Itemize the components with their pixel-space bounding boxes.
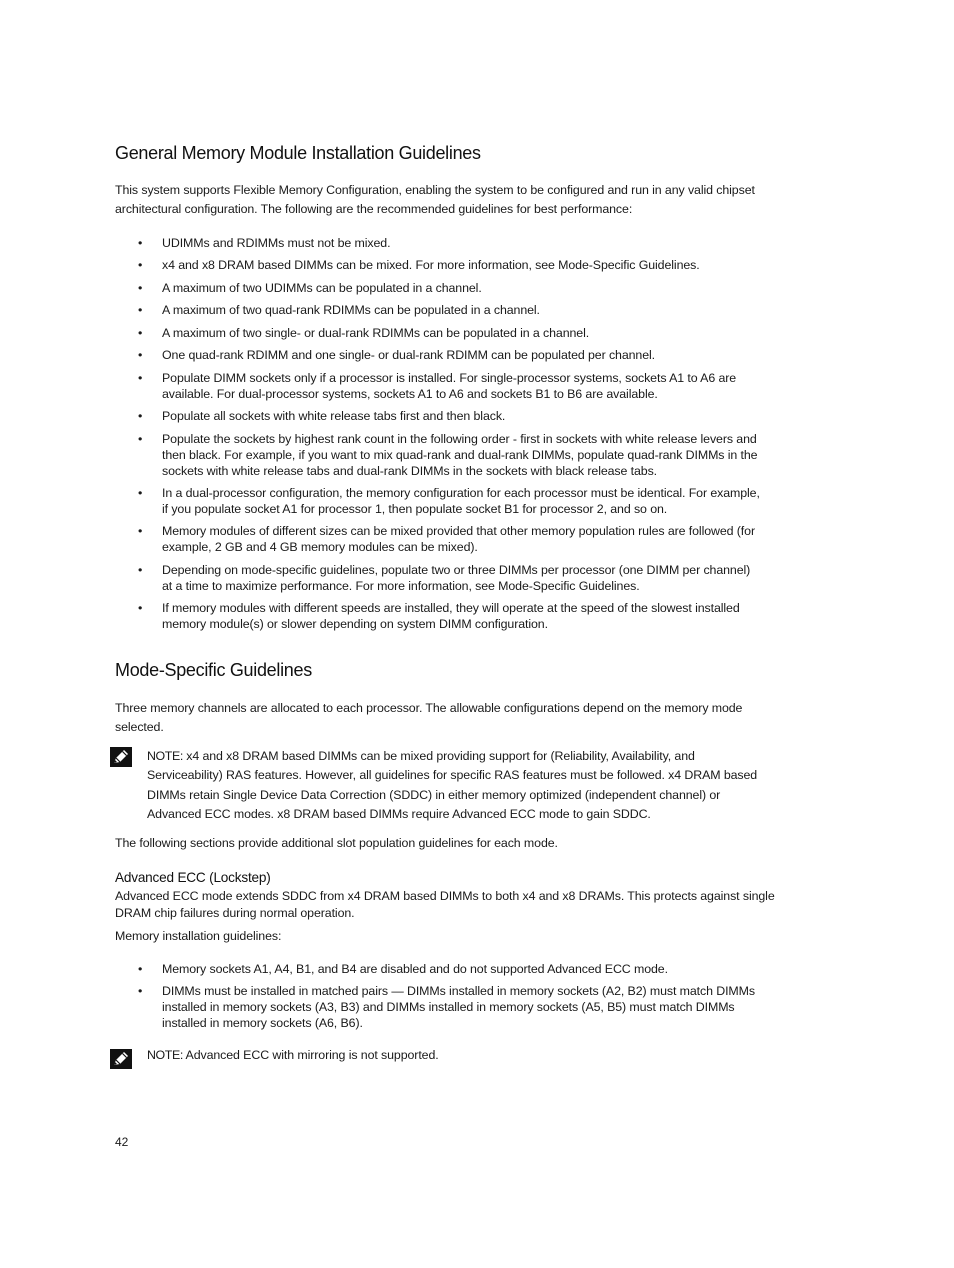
list-item bbox=[135, 485, 815, 517]
note-line: Serviceability) RAS features. However, all guidelines for specific RAS features must be followed. x4 DRAM based bbox=[147, 768, 758, 783]
subsection-title-advanced-ecc: Advanced ECC (Lockstep) bbox=[115, 870, 271, 885]
list-item-line: installed in memory sockets (A3, B3) and DIMMs installed in memory sockets (A5, B5) must match DIMMs bbox=[162, 1000, 735, 1015]
section-intro-paragraph bbox=[115, 181, 815, 219]
list-item-line: if you populate socket A1 for processor 1, then populate socket B1 for processor 2, and so on. bbox=[162, 501, 668, 516]
intro-line: This system supports Flexible Memory Configuration, enabling the system to be configured and run in any valid chipset bbox=[115, 183, 755, 197]
list-item-line: Memory modules of different sizes can be mixed provided that other memory population rules are followed (for bbox=[162, 524, 755, 539]
list-item-line: A maximum of two UDIMMs can be populated in a channel. bbox=[162, 280, 482, 295]
list-item-line: DIMMs must be installed in matched pairs — DIMMs installed in memory sockets (A2, B2) must match DIMMs bbox=[162, 984, 755, 999]
bullet-glyph: • bbox=[138, 325, 143, 340]
list-item-line: installed in memory sockets (A6, B6). bbox=[162, 1016, 363, 1031]
note-pencil-icon bbox=[110, 747, 132, 767]
note-text bbox=[147, 747, 817, 825]
list-item bbox=[135, 562, 815, 594]
note-label: NOTE: bbox=[147, 749, 183, 763]
note-pencil-icon bbox=[110, 1049, 132, 1069]
list-item bbox=[135, 302, 815, 318]
bullet-glyph: • bbox=[138, 485, 143, 500]
general-guidelines-list bbox=[135, 235, 815, 632]
bullet-glyph: • bbox=[138, 984, 143, 999]
list-item bbox=[135, 600, 815, 632]
following-sections-paragraph: The following sections provide additional slot population guidelines for each mode. bbox=[115, 836, 558, 850]
list-item-line: Populate DIMM sockets only if a processor is installed. For single-processor systems, sockets A1 to A6 are bbox=[162, 370, 737, 385]
list-item-line: One quad-rank RDIMM and one single- or dual-rank RDIMM can be populated per channel. bbox=[162, 348, 655, 363]
list-item-line: Depending on mode-specific guidelines, populate two or three DIMMs per processor (one DIMM per channel) bbox=[162, 562, 751, 577]
note-mirroring bbox=[110, 1046, 820, 1068]
section-title-mode-specific: Mode-Specific Guidelines bbox=[115, 660, 312, 680]
list-item-line: example, 2 GB and 4 GB memory modules can be mixed). bbox=[162, 540, 478, 555]
bullet-glyph: • bbox=[138, 962, 143, 976]
bullet-glyph: • bbox=[138, 601, 143, 616]
page-number: 42 bbox=[115, 1135, 129, 1149]
note-label: NOTE: bbox=[147, 1048, 183, 1062]
bullet-glyph: • bbox=[138, 280, 143, 295]
intro-line: architectural configuration. The following are the recommended guidelines for best performance: bbox=[115, 202, 633, 216]
list-item-line: Memory sockets A1, A4, B1, and B4 are disabled and do not supported Advanced ECC mode. bbox=[162, 962, 668, 976]
paragraph-line: DRAM chip failures during normal operation. bbox=[115, 906, 355, 920]
memory-guidelines-label: Memory installation guidelines: bbox=[115, 929, 282, 943]
list-item-line: In a dual-processor configuration, the memory configuration for each processor must be identical. For example, bbox=[162, 485, 760, 500]
bullet-glyph: • bbox=[138, 258, 143, 273]
list-item bbox=[135, 961, 815, 977]
bullet-glyph: • bbox=[138, 524, 143, 539]
list-item bbox=[135, 983, 815, 1031]
list-item bbox=[135, 347, 815, 363]
bullet-glyph: • bbox=[138, 431, 143, 446]
list-item-line: sockets with white release tabs and dual-rank DIMMs in the sockets with black release tabs. bbox=[162, 463, 658, 478]
list-item bbox=[135, 408, 815, 424]
bullet-glyph: • bbox=[138, 236, 143, 250]
list-item-line: available. For dual-processor systems, sockets A1 to A6 and sockets B1 to B6 are available. bbox=[162, 386, 658, 401]
list-item-line: UDIMMs and RDIMMs must not be mixed. bbox=[162, 236, 391, 250]
list-item-line: Populate all sockets with white release tabs first and then black. bbox=[162, 409, 506, 424]
list-item-line: A maximum of two quad-rank RDIMMs can be populated in a channel. bbox=[162, 303, 540, 318]
note-line: DIMMs retain Single Device Data Correction (SDDC) in either memory optimized (independent channel) or bbox=[147, 787, 721, 802]
intro-line: Three memory channels are allocated to each processor. The allowable configurations depend on the memory mode bbox=[115, 701, 743, 715]
note-line: Advanced ECC modes. x8 DRAM based DIMMs require Advanced ECC mode to gain SDDC. bbox=[147, 807, 651, 822]
advanced-ecc-paragraph bbox=[115, 888, 815, 922]
note-rds-features bbox=[110, 747, 820, 827]
advanced-ecc-list bbox=[135, 961, 815, 1031]
list-item bbox=[135, 325, 815, 341]
mode-intro-paragraph bbox=[115, 699, 815, 737]
list-item-line: at a time to maximize performance. For more information, see Mode-Specific Guidelines. bbox=[162, 578, 640, 593]
bullet-glyph: • bbox=[138, 348, 143, 363]
list-item bbox=[135, 257, 815, 273]
list-item bbox=[135, 431, 815, 479]
list-item bbox=[135, 523, 815, 555]
note-line: Advanced ECC with mirroring is not supported. bbox=[182, 1048, 439, 1062]
bullet-glyph: • bbox=[138, 370, 143, 385]
paragraph-line: Advanced ECC mode extends SDDC from x4 DRAM based DIMMs to both x4 and x8 DRAMs. This protects against single bbox=[115, 889, 775, 903]
list-item-line: A maximum of two single- or dual-rank RDIMMs can be populated in a channel. bbox=[162, 325, 590, 340]
bullet-glyph: • bbox=[138, 562, 143, 577]
bullet-glyph: • bbox=[138, 303, 143, 318]
list-item bbox=[135, 280, 815, 296]
list-item-line: If memory modules with different speeds are installed, they will operate at the speed of the slowest installed bbox=[162, 601, 740, 616]
section-title-general-guidelines: General Memory Module Installation Guidelines bbox=[115, 143, 481, 163]
note-text bbox=[147, 1046, 817, 1065]
bullet-glyph: • bbox=[138, 409, 143, 424]
list-item bbox=[135, 370, 815, 402]
intro-line: selected. bbox=[115, 720, 164, 734]
note-line: x4 and x8 DRAM based DIMMs can be mixed providing support for (Reliability, Availability, and bbox=[182, 749, 695, 763]
list-item-line: memory module(s) or slower depending on system DIMM configuration. bbox=[162, 617, 548, 632]
list-item-line: then black. For example, if you want to mix quad-rank and dual-rank DIMMs, populate quad-rank DIMMs in the bbox=[162, 447, 758, 462]
list-item-line: x4 and x8 DRAM based DIMMs can be mixed. For more information, see Mode-Specific Guidelines. bbox=[162, 258, 700, 273]
list-item bbox=[135, 235, 815, 251]
list-item-line: Populate the sockets by highest rank count in the following order - first in sockets with white release levers and bbox=[162, 431, 757, 446]
